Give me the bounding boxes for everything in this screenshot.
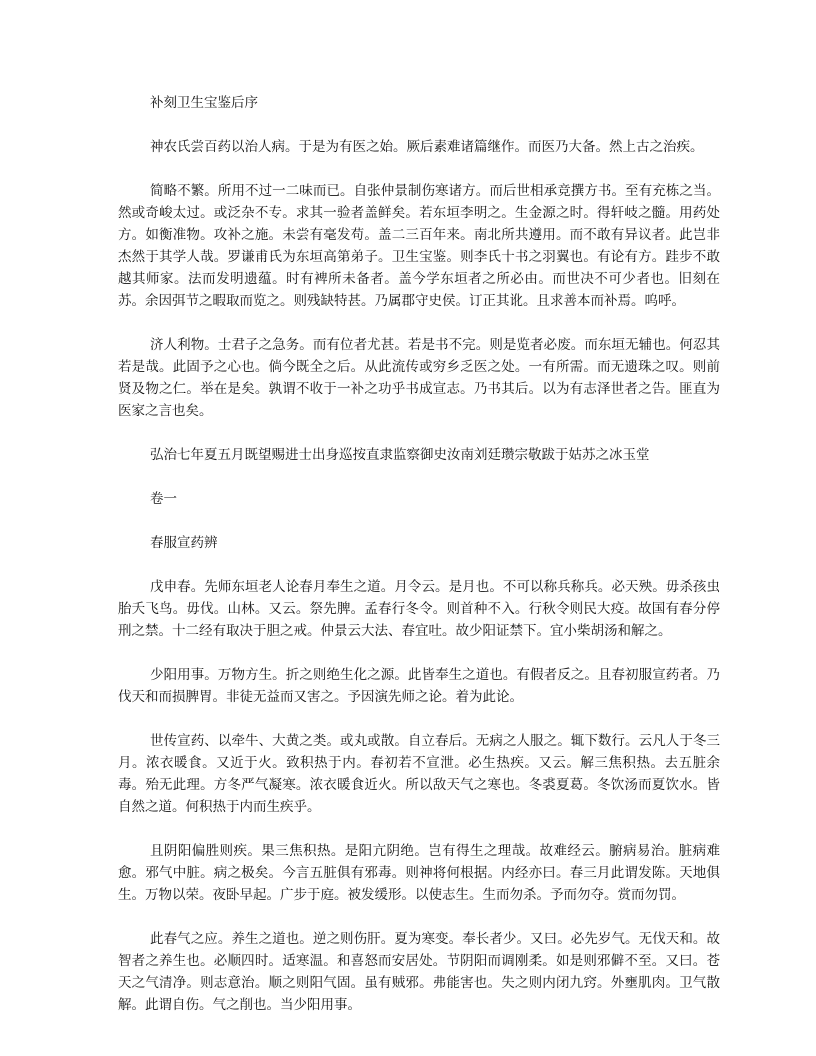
- section-paragraph: 少阳用事。万物方生。折之则绝生化之源。此皆奉生之道也。有假者反之。且春初服宣药者。乃伐天和而损脾胃。非徒无益而又害之。予因演先师之论。着为此论。: [118, 667, 720, 705]
- section-paragraph: 戊申春。先师东垣老人论春月奉生之道。月令云。是月也。不可以称兵称兵。必天殃。毋杀孩虫胎夭飞鸟。毋伐。山林。又云。祭先脾。孟春行冬令。则首种不入。行秋令则民大疫。故国有春分停刑之禁。十二经有取决于胆之戒。仲景云大法、春宜吐。故少阳证禁下。宜小柴胡汤和解之。: [118, 579, 720, 639]
- section-paragraph: 世传宣药、以牵牛、大黄之类。或丸或散。自立春后。无病之人服之。辄下数行。云凡人于冬三月。浓衣暖食。又近于火。致积热于内。春初若不宣泄。必生热疾。又云。解三焦积热。去五脏余毒。殆无此理。方冬严气凝寒。浓衣暖食近火。所以敌天气之寒也。冬裘夏葛。冬饮汤而夏饮水。皆自然之道。何积热于内而生疾乎。: [118, 733, 720, 815]
- section-paragraph: 且阴阳偏胜则疾。果三焦积热。是阳亢阴绝。岂有得生之理哉。故难经云。腑病易治。脏病难愈。邪气中脏。病之极矣。今言五脏俱有邪毒。则神将何根据。内经亦曰。春三月此谓发陈。天地俱生。万物以荣。夜卧早起。广步于庭。被发缓形。以使志生。生而勿杀。予而勿夺。赏而勿罚。: [118, 843, 720, 903]
- preface-paragraph: 神农氏尝百药以治人病。于是为有医之始。厥后素难诸篇继作。而医乃大备。然上古之治疾。: [150, 139, 704, 155]
- colophon: 弘治七年夏五月既望赐进士出身巡按直隶监察御史汝南刘廷瓒宗敬跋于姑苏之冰玉堂: [150, 447, 650, 463]
- section-title: 春服宣药辨: [150, 535, 218, 551]
- preface-paragraph: 简略不繁。所用不过一二味而已。自张仲景制伤寒诸方。而后世相承竞撰方书。至有充栋之当。然或奇峻太过。或泛杂不专。求其一验者盖鲜矣。若东垣李明之。生金源之时。得轩岐之髓。用药处方。如衡准物。攻补之施。未尝有毫发苟。盖二三百年来。南北所共遵用。而不敢有异议者。此岂非杰然于其学人哉。罗谦甫氏为东垣高第弟子。卫生宝鉴。则李氏十书之羽翼也。有论有方。跬步不敢越其师家。法而发明遗蕴。时有裨所未备者。盖今学东垣者之所必由。而世决不可少者也。旧刻在苏。余因弭节之暇取而览之。则残缺特甚。乃属郡守史侯。订正其讹。且求善本而补焉。呜呼。: [118, 183, 720, 309]
- volume-heading: 卷一: [150, 491, 177, 507]
- section-paragraph: 此春气之应。养生之道也。逆之则伤肝。夏为寒变。奉长者少。又曰。必先岁气。无伐天和。故智者之养生也。必顺四时。适寒温。和喜怒而安居处。节阴阳而调刚柔。如是则邪僻不至。又曰。苍天之气清净。则志意治。顺之则阳气固。虽有贼邪。弗能害也。失之则内闭九窍。外壅肌肉。卫气散解。此谓自伤。气之削也。当少阳用事。: [118, 931, 720, 1013]
- document-title: 补刻卫生宝鉴后序: [150, 95, 258, 111]
- preface-paragraph: 济人利物。士君子之急务。而有位者尤甚。若是书不完。则是览者必废。而东垣无辅也。何忍其若是哉。此固予之心也。倘今既全之后。从此流传或穷乡乏医之处。一有所需。而无遗珠之叹。则前贤及物之仁。举在是矣。孰谓不收于一补之功乎书成宣志。乃书其后。以为有志泽世者之告。匪直为医家之言也矣。: [118, 337, 720, 419]
